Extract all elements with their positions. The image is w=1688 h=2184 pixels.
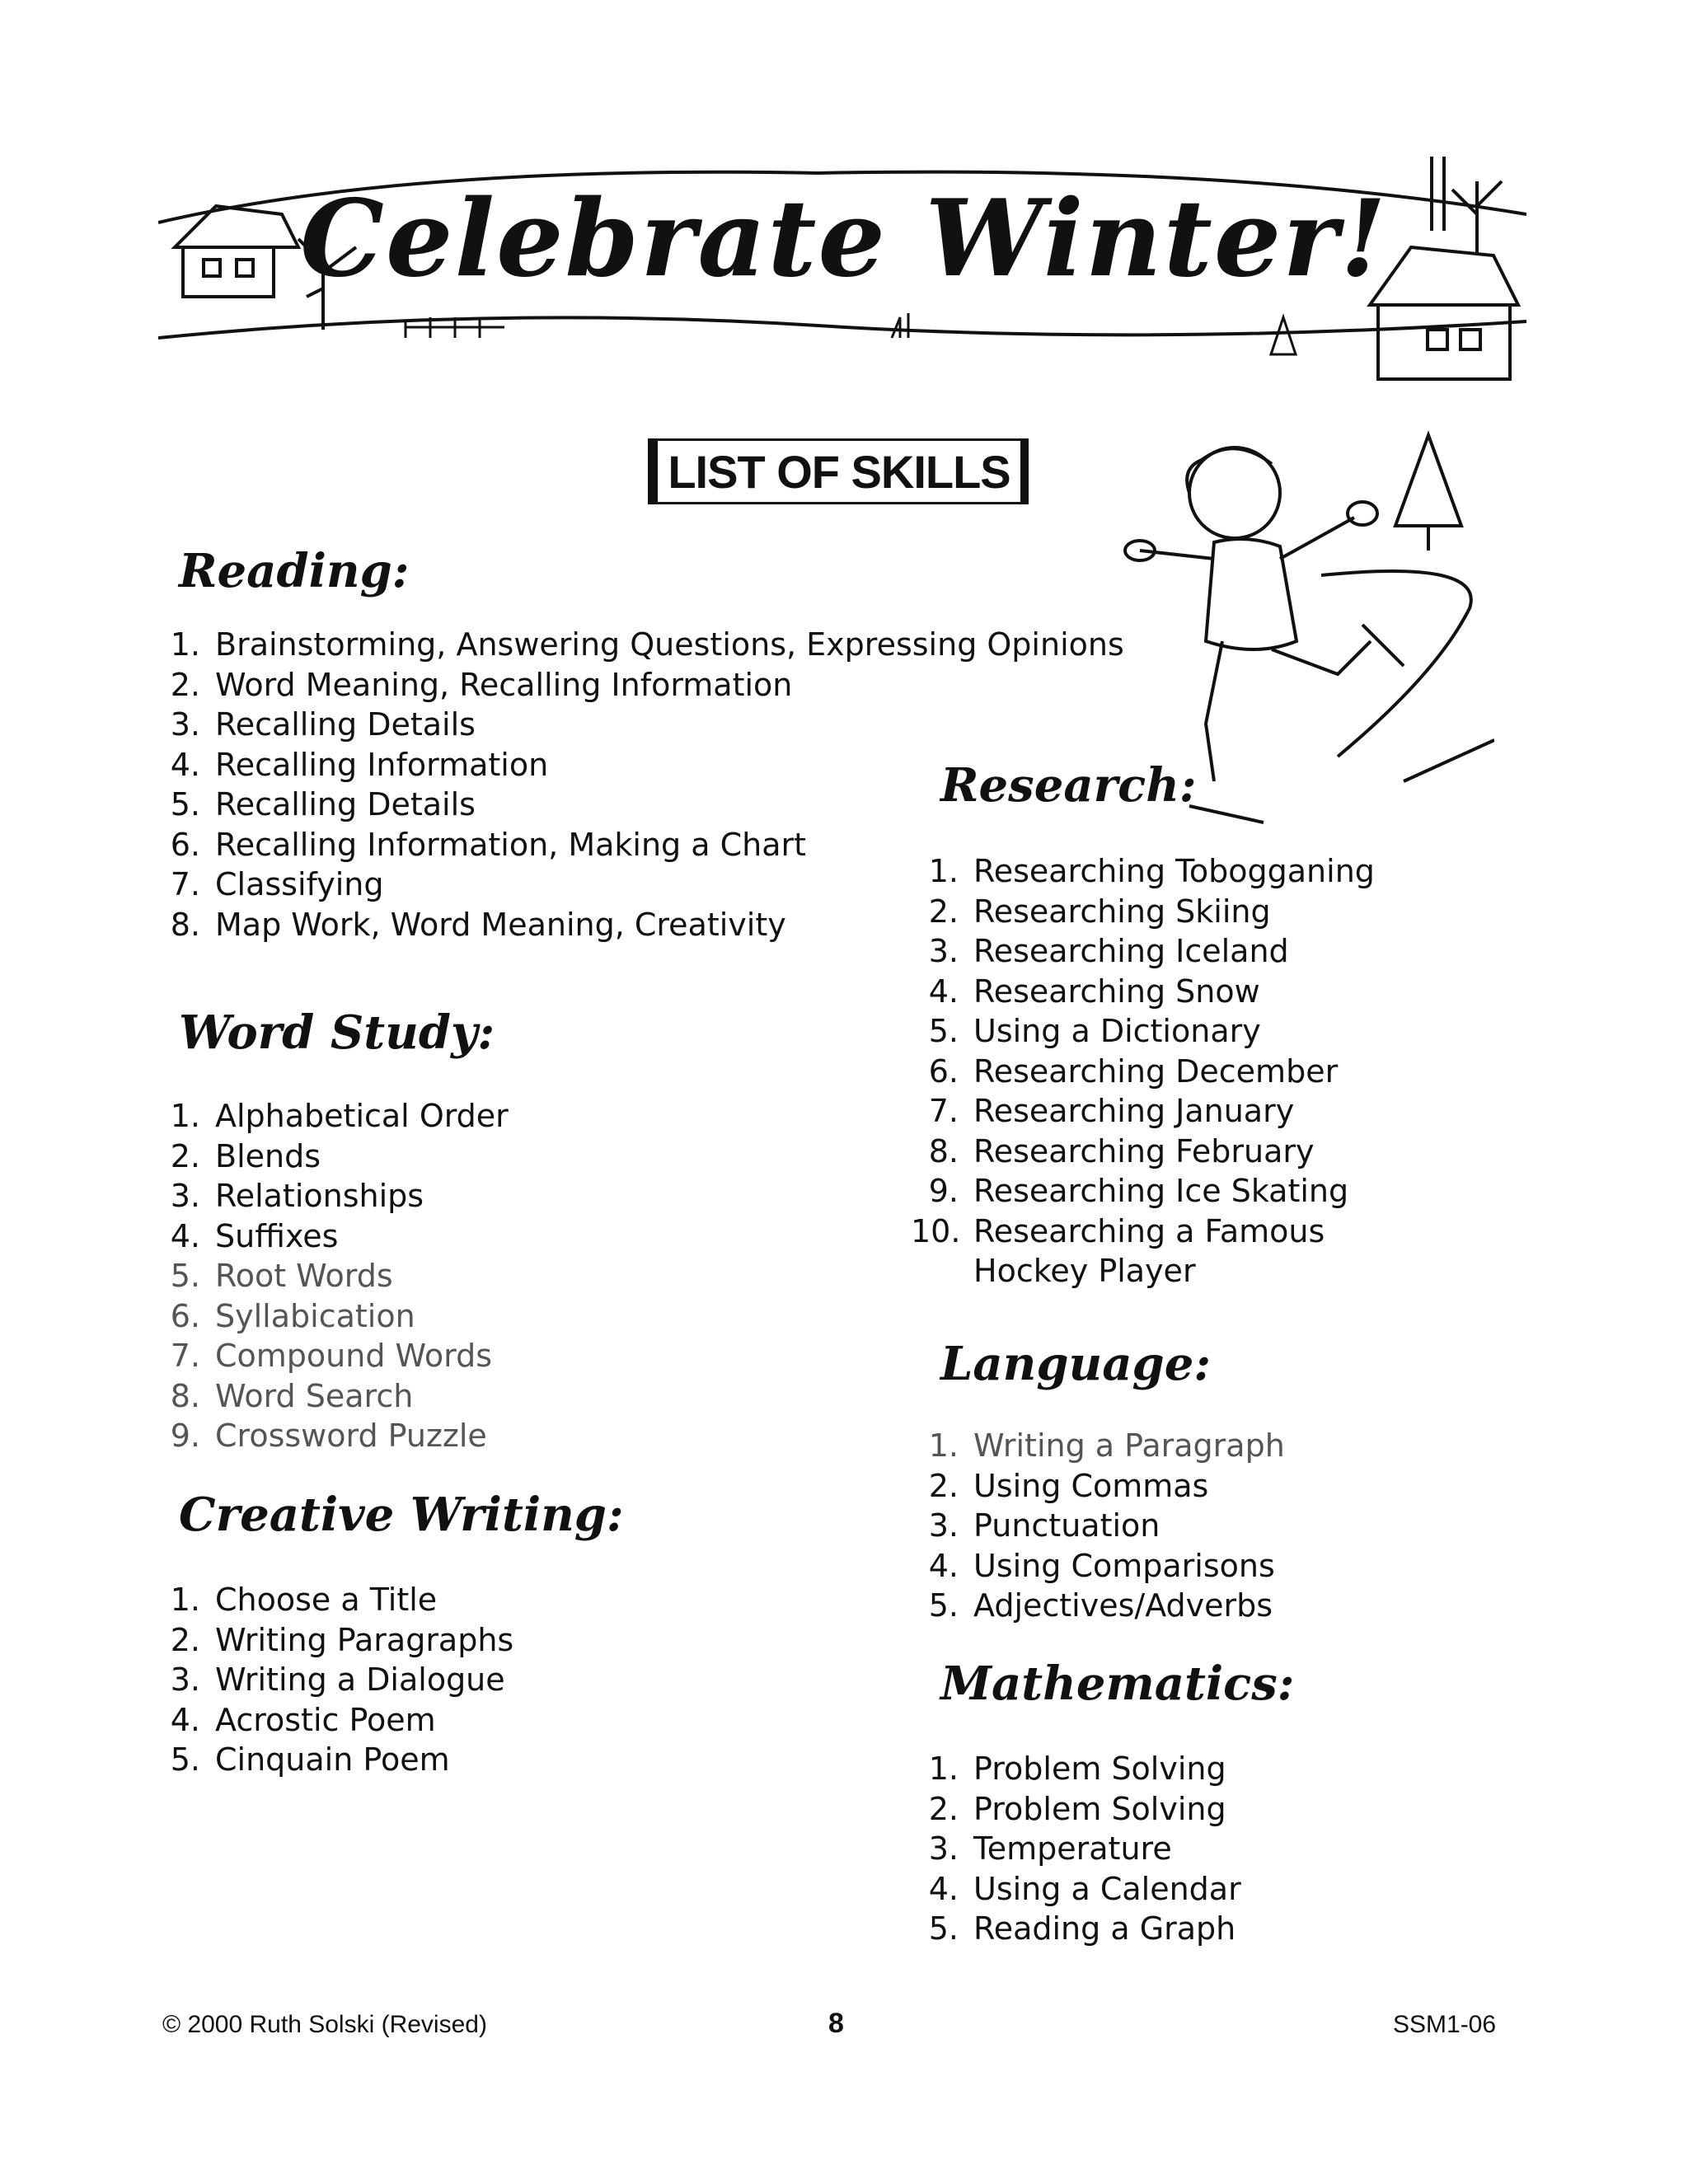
list-item: 2. Using Commas [928,1467,1209,1504]
list-item: 9. Researching Ice Skating [928,1173,1349,1209]
list-item: 8. Map Work, Word Meaning, Creativity [170,906,786,943]
word-study-list [152,1096,509,1456]
list-item: 3. Punctuation [928,1507,1160,1544]
list-item: 5. Adjectives/Adverbs [928,1587,1273,1624]
list-item: 5. Using a Dictionary [928,1013,1261,1049]
list-item: 1. Researching Tobogganing [928,853,1375,889]
list-item: 2. Word Meaning, Recalling Information [170,666,793,703]
list-item: 5. Root Words [170,1258,393,1294]
list-item: 9. Crossword Puzzle [170,1418,487,1454]
list-item: 6. Recalling Information, Making a Chart [170,826,807,863]
list-item: 4. Recalling Information [170,746,549,783]
list-item: 7. Researching January [928,1093,1295,1129]
reading-heading: Reading: [179,544,410,598]
list-item: 3. Recalling Details [170,706,476,743]
list-item: 2. Problem Solving [928,1790,1226,1827]
list-item: 2. Researching Skiing [928,893,1271,930]
list-item: 6. Researching December [928,1052,1339,1090]
copyright-text: © 2000 Ruth Solski (Revised) [162,2011,487,2038]
list-item: 4. Suffixes [170,1217,339,1254]
page-title: Celebrate Winter! [300,177,1388,301]
list-item: 6. Syllabication [170,1297,415,1334]
list-item: 10. Researching a Famous Hockey Player [911,1212,1325,1289]
list-item: 3. Researching Iceland [928,933,1289,969]
mathematics-heading: Mathematics: [940,1657,1295,1711]
creative-writing-list [152,1580,513,1780]
list-item: 7. Classifying [170,866,384,902]
list-item: 3. Relationships [170,1178,424,1214]
list-item: 4. Using Comparisons [928,1547,1275,1584]
list-item: 1. Writing a Paragraph [928,1427,1285,1464]
list-item: 4. Acrostic Poem [170,1701,436,1738]
list-item: 1. Problem Solving [928,1750,1226,1787]
list-item: 5. Reading a Graph [928,1910,1236,1947]
list-item: 8. Word Search [170,1377,414,1414]
list-item: 3. Writing a Dialogue [170,1661,505,1698]
list-item: 5. Cinquain Poem [170,1741,450,1778]
language-list [911,1426,1285,1626]
list-item: 2. Writing Paragraphs [170,1621,514,1658]
list-item: 4. Using a Calendar [928,1870,1241,1907]
list-item: 4. Researching Snow [928,972,1260,1010]
list-item: 2. Blends [170,1137,321,1174]
list-of-skills-heading: LIST OF SKILLS [648,438,1029,504]
page-number: 8 [828,2008,844,2039]
creative-writing-heading: Creative Writing: [179,1488,624,1542]
list-item: 8. Researching February [928,1132,1315,1169]
list-item: 1. Choose a Title [170,1582,438,1618]
list-item: 5. Recalling Details [170,786,476,823]
research-heading: Research: [940,758,1197,813]
mathematics-list [911,1749,1241,1949]
language-heading: Language: [940,1337,1211,1391]
list-item: 1. Brainstorming, Answering Questions, Expressing Opinions [170,626,1124,663]
product-code: SSM1-06 [1393,2011,1497,2038]
word-study-heading: Word Study: [179,1005,495,1060]
list-item: 7. Compound Words [170,1338,493,1374]
list-item: 1. Alphabetical Order [170,1098,509,1134]
list-item: 3. Temperature [928,1830,1172,1867]
research-list [911,851,1375,1291]
